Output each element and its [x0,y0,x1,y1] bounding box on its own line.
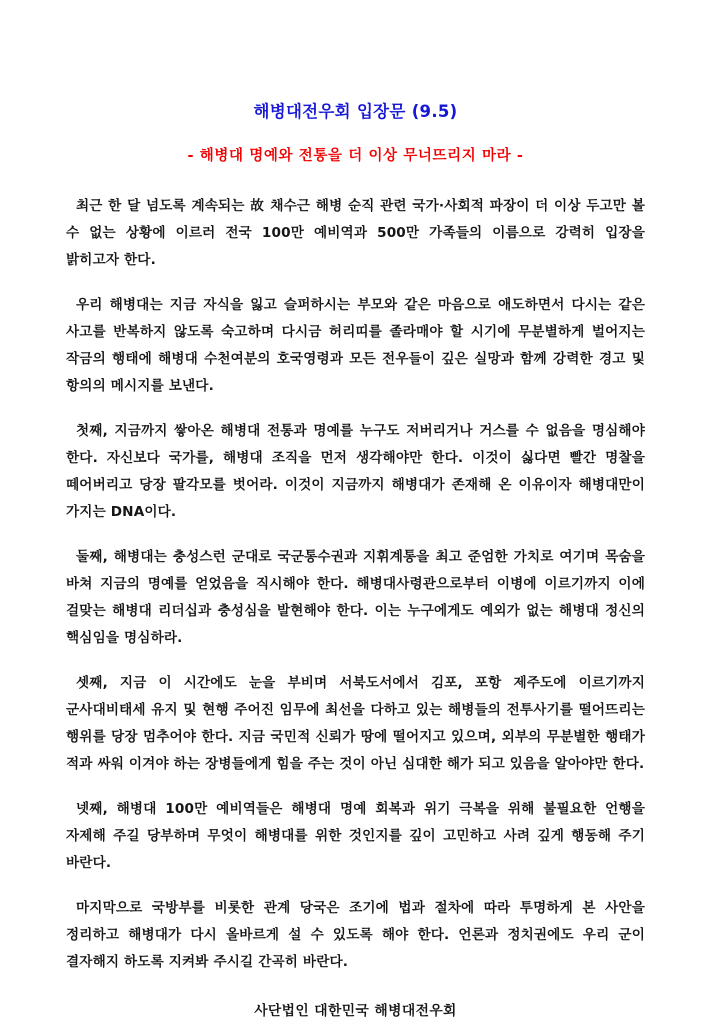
document-body [66,193,645,976]
page-subtitle: - 해병대 명예와 전통을 더 이상 무너뜨리지 마라 - [187,148,524,165]
paragraph-intro: 최근 한 달 넘도록 계속되는 故 채수근 해병 순직 관련 국가·사회적 파장이 더 이상 두고만 볼 수 없는 상황에 이르러 전국 100만 예비역과 500만 가족들의 이름으로 강력히 입장을 밝히고자 한다. [66,197,645,268]
paragraph-mourning: 우리 해병대는 지금 자식을 잃고 슬퍼하시는 부모와 같은 마음으로 애도하면서 다시는 같은 사고를 반복하지 않도록 숙고하며 다시금 허리띠를 졸라매야 할 시기에 무분별하게 벌어지는 작금의 행태에 해병대 수천여분의 호국영령과 모든 전우들이 깊은 실망과 함께 강력한 경고 및 항의의 메시지를 보낸다. [66,296,645,394]
paragraph-fourth: 넷째, 해병대 100만 예비역들은 해병대 명예 회복과 위기 극복을 위해 불필요한 언행을 자제해 주길 당부하며 무엇이 해병대를 위한 것인지를 깊이 고민하고 사려 깊게 행동해 주기 바란다. [66,800,645,871]
paragraph-third: 셋째, 지금 이 시간에도 눈을 부비며 서북도서에서 김포, 포항 제주도에 이르기까지 군사대비태세 유지 및 현행 주어진 임무에 최선을 다하고 있는 해병들의 전투사기를 떨어뜨리는 행위를 당장 멈추어야 한다. 지금 국민적 신뢰가 땅에 떨어지고 있으며, 외부의 무분별한 행태가 적과 싸워 이겨야 하는 장병들에게 힘을 주는 것이 아닌 심대한 해가 되고 있음을 알아야만 한다. [66,674,645,772]
page-title: 해병대전우회 입장문 (9.5) [253,102,458,121]
paragraph-first: 첫째, 지금까지 쌓아온 해병대 전통과 명예를 누구도 저버리거나 거스를 수 없음을 명심해야 한다. 자신보다 국가를, 해병대 조직을 먼저 생각해야만 한다. 이것이 싫다면 빨간 명찰을 떼어버리고 당장 팔각모를 벗어라. 이것이 지금까지 해병대가 존재해 온 이유이자 해병대만이 가지는 DNA이다. [66,422,645,520]
paragraph-closing: 마지막으로 국방부를 비롯한 관계 당국은 조기에 법과 절차에 따라 투명하게 본 사안을 정리하고 해병대가 다시 올바르게 설 수 있도록 해야 한다. 언론과 정치권에도 우리 군이 결자해지 하도록 지켜봐 주시길 간곡히 바란다. [66,899,645,970]
document-signature: 사단법인 대한민국 해병대전우회 [254,1002,457,1019]
paragraph-second: 둘째, 해병대는 충성스런 군대로 국군통수권과 지휘계통을 최고 준엄한 가치로 여기며 목숨을 바쳐 지금의 명예를 얻었음을 직시해야 한다. 해병대사령관으로부터 이병에 이르기까지 이에 걸맞는 해병대 리더십과 충성심을 발현해야 한다. 이는 누구에게도 예외가 없는 해병대 정신의 핵심임을 명심하라. [66,548,645,646]
